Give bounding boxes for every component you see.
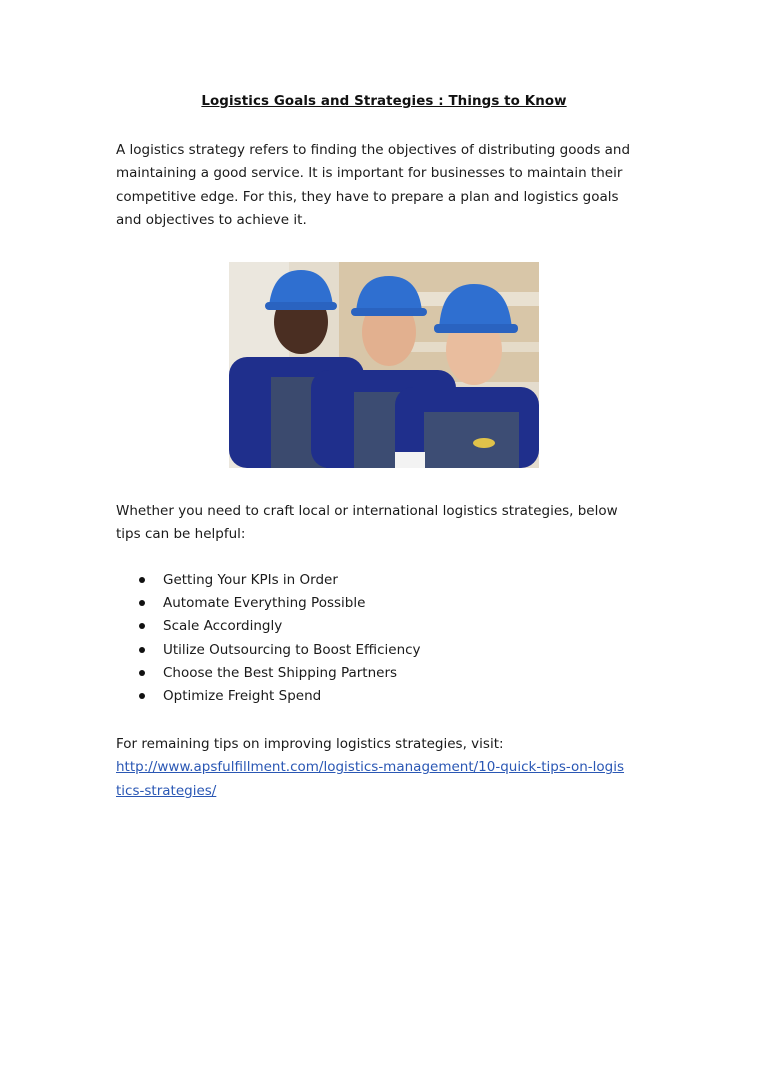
tip-text: Scale Accordingly bbox=[163, 618, 283, 635]
bullet-icon bbox=[139, 623, 145, 629]
intro-paragraph bbox=[116, 139, 676, 232]
document-title: Logistics Goals and Strategies : Things to Know bbox=[201, 94, 567, 109]
intro-line: A logistics strategy refers to finding the objectives of distributing goods and bbox=[116, 142, 631, 158]
bullet-icon bbox=[139, 670, 145, 676]
tip-text: Getting Your KPIs in Order bbox=[163, 572, 338, 588]
tip-text: Utilize Outsourcing to Boost Efficiency bbox=[163, 641, 421, 658]
outro-text: For remaining tips on improving logistics strategies, visit: bbox=[116, 736, 504, 752]
bullet-icon bbox=[139, 693, 145, 699]
list-item bbox=[116, 639, 421, 662]
lead-line: tips can be helpful: bbox=[116, 526, 246, 543]
list-item bbox=[116, 615, 421, 638]
list-item bbox=[116, 592, 421, 615]
link-line[interactable]: tics-strategies/ bbox=[116, 782, 217, 799]
outro-paragraph bbox=[116, 733, 676, 803]
link-line[interactable]: http://www.apsfulfillment.com/logistics-management/10-quick-tips-on-logis bbox=[116, 759, 625, 776]
tip-text: Automate Everything Possible bbox=[163, 595, 366, 612]
tip-text: Optimize Freight Spend bbox=[163, 688, 322, 705]
list-item bbox=[116, 685, 421, 708]
bullet-icon bbox=[139, 577, 145, 583]
lead-paragraph bbox=[116, 500, 676, 547]
intro-line: and objectives to achieve it. bbox=[116, 211, 307, 228]
apsfulfillment-link[interactable] bbox=[116, 756, 676, 803]
tips-list bbox=[116, 569, 421, 708]
tip-text: Choose the Best Shipping Partners bbox=[163, 664, 398, 681]
intro-line: competitive edge. For this, they have to prepare a plan and logistics goals bbox=[116, 188, 619, 205]
bullet-icon bbox=[139, 600, 145, 606]
workers-photo bbox=[229, 262, 539, 468]
intro-line: maintaining a good service. It is important for businesses to maintain their bbox=[116, 165, 623, 182]
list-item bbox=[116, 569, 421, 592]
lead-line: Whether you need to craft local or international logistics strategies, below bbox=[116, 503, 618, 519]
list-item bbox=[116, 662, 421, 685]
bullet-icon bbox=[139, 647, 145, 653]
